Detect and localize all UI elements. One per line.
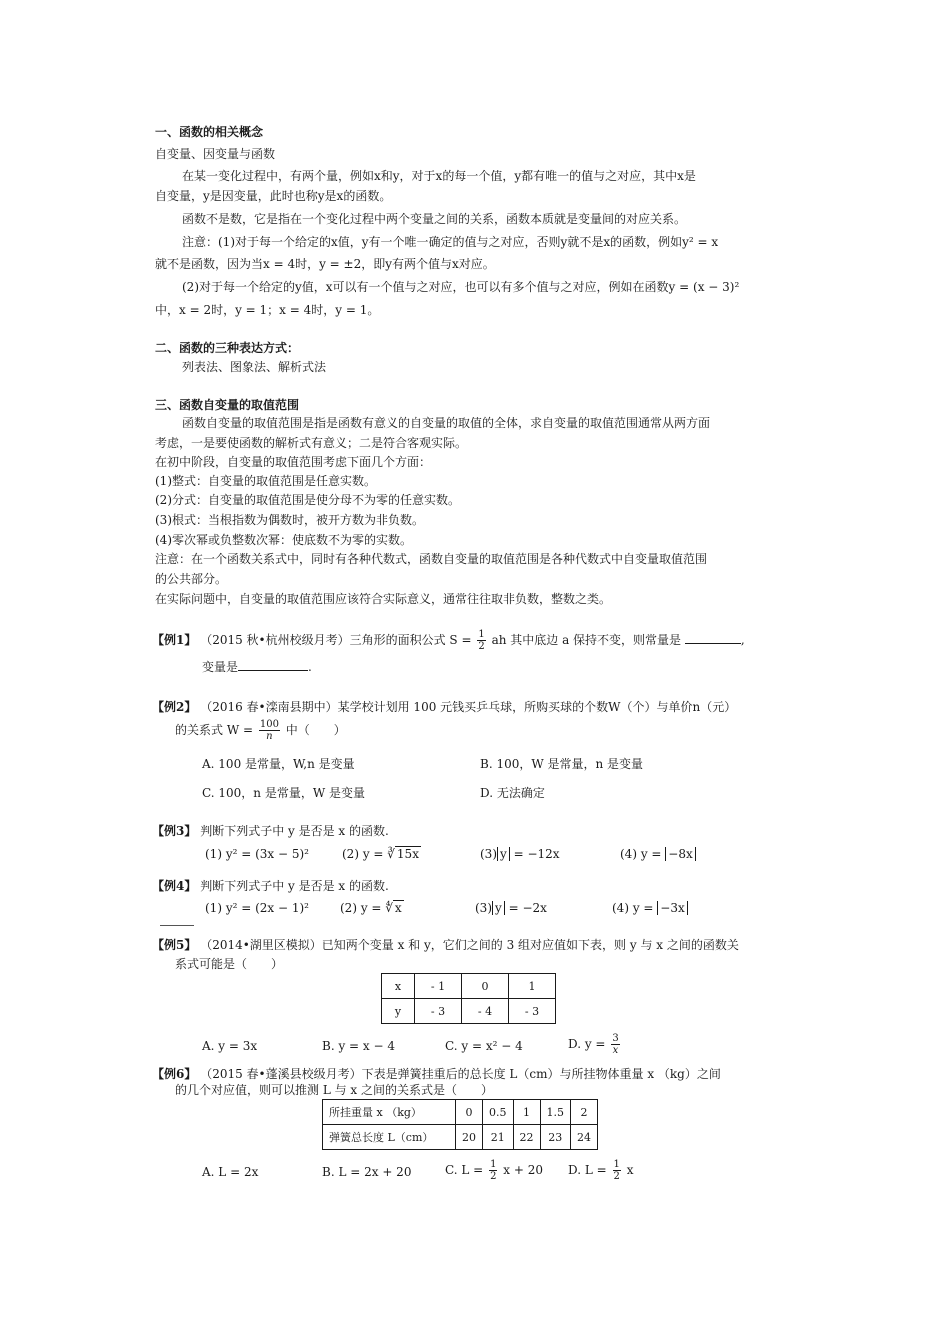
paragraph-line: 在某一变化过程中，有两个量，例如x和y，对于x的每一个值，y都有唯一的值与之对应，其中x是 — [182, 169, 696, 183]
table-cell: 23 — [540, 1125, 571, 1150]
example-tag: 【例1】 — [152, 633, 197, 647]
table-cell: - 3 — [509, 999, 556, 1024]
paragraph-line: 就不是函数，因为当x = 4时，y = ±2，即y有两个值与x对应。 — [155, 257, 495, 271]
item-1: (1) y² = (2x − 1)² — [205, 901, 309, 915]
table-cell: 1 — [509, 974, 556, 999]
table-row — [382, 974, 556, 999]
example-1-line2: 变量是 . — [202, 660, 312, 674]
item-1: (1) y² = (3x − 5)² — [205, 847, 309, 861]
paragraph-line: 函数不是数，它是指在一个变化过程中两个变量之间的关系，函数本质就是变量间的对应关系。 — [182, 212, 687, 226]
table-cell: - 4 — [462, 999, 509, 1024]
example-tag: 【例4】 — [152, 879, 197, 893]
paragraph-line: 的公共部分。 — [155, 572, 228, 586]
paragraph-line: 在初中阶段，自变量的取值范围考虑下面几个方面： — [155, 455, 432, 469]
item-4: (4) y = −3x — [612, 900, 688, 916]
table-row — [323, 1125, 598, 1150]
example-text: （2015 秋•杭州校级月考）三角形的面积公式 S = — [200, 633, 472, 647]
option-c[interactable]: C. y = x² − 4 — [445, 1039, 523, 1053]
paragraph-line: 注意：在一个函数关系式中，同时有各种代数式，函数自变量的取值范围是各种代数式中自变量取值范围 — [155, 552, 708, 566]
option-b[interactable]: B. y = x − 4 — [322, 1039, 395, 1053]
item-4: (4) y = −8x — [620, 846, 696, 862]
table-cell: 所挂重量 x （kg） — [323, 1100, 456, 1125]
fraction: $\frac{1}{2}$ — [613, 1159, 620, 1182]
option-c[interactable]: C. L = $\frac{1}{2}$ x + 20 — [445, 1159, 543, 1182]
example-2 — [152, 699, 736, 715]
paragraph-line: 中，x = 2时，y = 1；x = 4时，y = 1。 — [155, 303, 380, 317]
example-text: 判断下列式子中 y 是否是 x 的函数. — [200, 879, 389, 893]
table-cell: 1.5 — [540, 1100, 571, 1125]
table-cell: - 3 — [415, 999, 462, 1024]
section-1-title: 一、函数的相关概念 — [155, 125, 264, 139]
example-text: （2014•湖里区模拟）已知两个变量 x 和 y，它们之间的 3 组对应值如下表，则 y 与 x 之间的函数关 — [200, 938, 739, 952]
example-text: 判断下列式子中 y 是否是 x 的函数. — [200, 824, 389, 838]
spring-table — [322, 1099, 598, 1150]
option-a[interactable]: A. L = 2x — [202, 1165, 259, 1179]
option-c[interactable]: C. 100，n 是常量，W 是变量 — [202, 786, 365, 800]
section-2-title: 二、函数的三种表达方式： — [155, 341, 300, 355]
fraction: $\frac{1}{2}$ — [478, 629, 485, 652]
section-2-body: 列表法、图象法、解析式法 — [182, 360, 327, 374]
table-row — [323, 1100, 598, 1125]
section-3-title: 三、函数自变量的取值范围 — [155, 398, 300, 412]
table-cell: 1 — [513, 1100, 540, 1125]
fraction: $\frac{3}{x}$ — [612, 1033, 619, 1056]
example-text: （2016 春•滦南县期中）某学校计划用 100 元钱买乒乓球，所购买球的个数W（个）与单价n（元） — [200, 700, 737, 714]
paragraph-line: (1)整式：自变量的取值范围是任意实数。 — [155, 474, 376, 488]
option-b[interactable]: B. L = 2x + 20 — [322, 1165, 412, 1179]
table-cell: 22 — [513, 1125, 540, 1150]
item-2: (2) y = ∜ x — [340, 901, 402, 915]
paragraph-line: (2)对于每一个给定的y值，x可以有一个值与之对应，也可以有多个值与之对应，例如在函数y = (x − 3)² — [182, 280, 740, 294]
example-1: 【例1】 （2015 秋•杭州校级月考）三角形的面积公式 S = $\frac{1}{2}$ ah 其中底边 a 保持不变，则常量是 , — [152, 629, 745, 652]
table-cell: 0.5 — [483, 1100, 514, 1125]
table-cell: 20 — [456, 1125, 483, 1150]
section-1-subtitle: 自变量、因变量与函数 — [155, 147, 276, 161]
table-cell: 0 — [462, 974, 509, 999]
example-text: ah 其中底边 a 保持不变，则常量是 — [491, 633, 682, 647]
table-cell: 24 — [571, 1125, 598, 1150]
fraction: $\frac{100}{n}$ — [259, 719, 279, 742]
option-b[interactable]: B. 100，W 是常量，n 是变量 — [480, 757, 644, 771]
paragraph-line: 在实际问题中，自变量的取值范围应该符合实际意义，通常往往取非负数，整数之类。 — [155, 592, 612, 606]
table-cell: x — [382, 974, 415, 999]
table-row — [382, 999, 556, 1024]
table-cell: y — [382, 999, 415, 1024]
option-a[interactable]: A. 100 是常量，W,n 是变量 — [202, 757, 355, 771]
value-table — [381, 973, 556, 1024]
item-3: (3) y = −12x — [480, 847, 560, 861]
table-cell: 弹簧总长度 L（cm） — [323, 1125, 456, 1150]
fraction: $\frac{1}{2}$ — [490, 1159, 497, 1182]
example-4 — [152, 878, 389, 894]
paragraph-line: (3)根式：当根指数为偶数时，被开方数为非负数。 — [155, 513, 424, 527]
table-cell: 0 — [456, 1100, 483, 1125]
paragraph-line: 自变量，y是因变量，此时也称y是x的函数。 — [155, 189, 392, 203]
answer-blank[interactable] — [685, 643, 741, 644]
example-tag: 【例6】 — [152, 1067, 197, 1081]
paragraph-line: 考虑，一是要使函数的解析式有意义；二是符合客观实际。 — [155, 436, 468, 450]
option-d[interactable]: D. 无法确定 — [480, 786, 545, 800]
divider — [160, 925, 194, 926]
table-cell: 21 — [483, 1125, 514, 1150]
paragraph-line: 注意：(1)对于每一个给定的x值，y有一个唯一确定的值与之对应，否则y就不是x的函数，例如y² = x — [182, 235, 719, 249]
option-d[interactable]: D. L = $\frac{1}{2}$ x — [568, 1159, 634, 1182]
option-d[interactable]: D. y = $\frac{3}{x}$ — [568, 1033, 619, 1056]
answer-blank[interactable] — [238, 670, 308, 671]
example-5 — [152, 937, 739, 953]
example-6 — [152, 1066, 721, 1082]
option-a[interactable]: A. y = 3x — [202, 1039, 258, 1053]
item-3: (3) y = −2x — [475, 901, 547, 915]
table-cell: 2 — [571, 1100, 598, 1125]
example-tag: 【例5】 — [152, 938, 197, 952]
example-3 — [152, 823, 389, 839]
paragraph-line: (2)分式：自变量的取值范围是使分母不为零的任意实数。 — [155, 493, 461, 507]
table-cell: - 1 — [415, 974, 462, 999]
example-tag: 【例2】 — [152, 700, 197, 714]
example-6-line2: 的几个对应值，则可以推测 L 与 x 之间的关系式是（ ） — [175, 1083, 493, 1097]
example-2-line2: 的关系式 W = $\frac{100}{n}$ 中（ ） — [175, 719, 346, 742]
paragraph-line: 函数自变量的取值范围是指是函数有意义的自变量的取值的全体，求自变量的取值范围通常从两方面 — [182, 416, 711, 430]
item-2: (2) y = ∛ 15x — [342, 847, 419, 861]
example-text: （2015 春•蓬溪县校级月考）下表是弹簧挂重后的总长度 L（cm）与所挂物体重量 x （kg）之间 — [200, 1067, 721, 1081]
example-5-line2: 系式可能是（ ） — [175, 957, 284, 971]
paragraph-line: (4)零次幂或负整数次幂：使底数不为零的实数。 — [155, 533, 412, 547]
example-tag: 【例3】 — [152, 824, 197, 838]
